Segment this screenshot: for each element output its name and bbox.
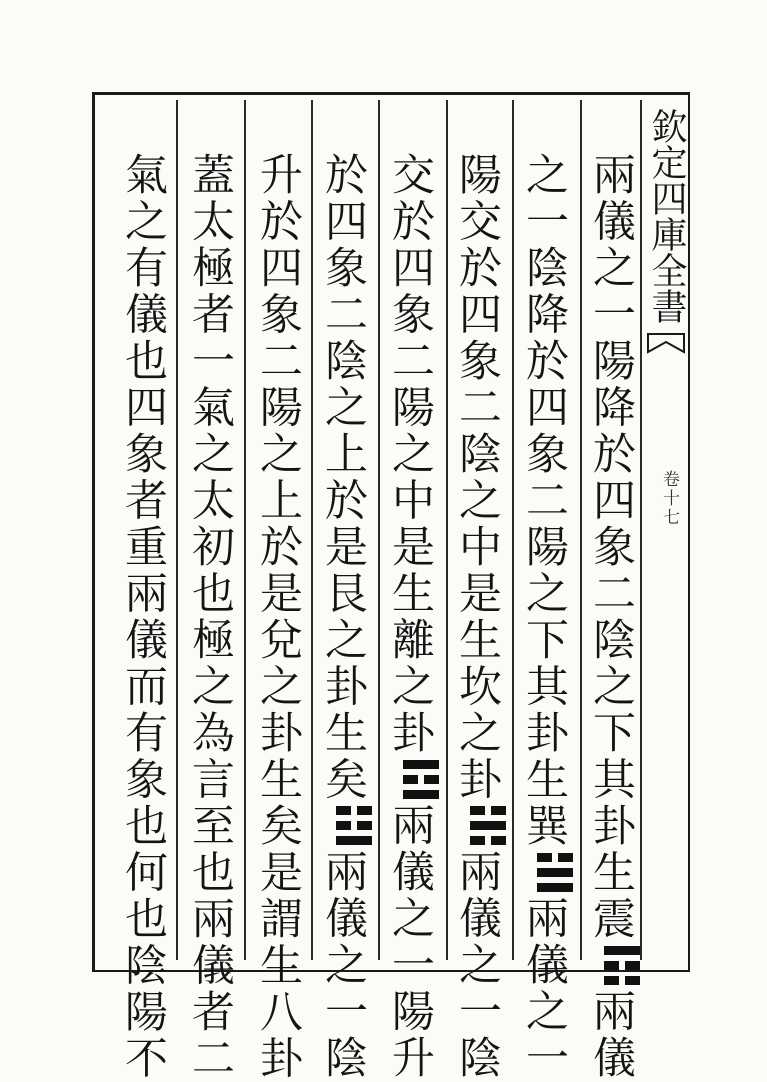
column-text: 兩儀之一陽升 xyxy=(385,802,435,1082)
column-text: 兩儀 xyxy=(586,988,636,1082)
trigram-glyph xyxy=(533,850,577,896)
trigram-glyph xyxy=(399,757,443,803)
margin-title: 欽定四庫全書 xyxy=(646,108,687,324)
li-trigram-icon xyxy=(399,757,443,803)
text-column xyxy=(515,152,577,1082)
text-column xyxy=(112,152,174,1082)
column-text: 兩儀之一陽降於四象二陰之下其卦生震 xyxy=(586,152,636,943)
column-text: 兩儀之一陰 xyxy=(452,849,502,1082)
column-text: 交於四象二陽之中是生離之卦 xyxy=(385,152,435,757)
text-column xyxy=(179,152,241,1082)
trigram-glyph xyxy=(466,803,510,849)
fishtail-mark xyxy=(646,330,686,356)
zhen-trigram-icon xyxy=(600,943,644,989)
margin-volume: 卷十七 xyxy=(659,470,679,527)
trigram-glyph xyxy=(600,943,644,989)
trigram-glyph xyxy=(332,803,376,849)
column-text: 氣之有儀也四象者重兩儀而有象也何也陰陽不 xyxy=(118,152,168,1082)
text-column xyxy=(247,152,309,1082)
text-column xyxy=(314,152,376,1082)
xun-trigram-icon xyxy=(533,850,577,896)
column-text: 之一陰降於四象二陽之下其卦生巽 xyxy=(519,152,569,850)
column-rule xyxy=(176,100,178,960)
column-text: 於四象二陰之上於是艮之卦生矣 xyxy=(318,152,368,803)
column-rule xyxy=(244,100,246,960)
gen-trigram-icon xyxy=(332,803,376,849)
column-text: 陽交於四象二陰之中是生坎之卦 xyxy=(452,152,502,803)
column-text: 升於四象二陽之上於是兌之卦生矣是謂生八卦 xyxy=(253,152,303,1082)
column-text: 兩儀之一 xyxy=(519,895,569,1082)
text-column xyxy=(448,152,510,1082)
column-text: 兩儀之一陰 xyxy=(318,849,368,1082)
text-column xyxy=(381,152,443,1082)
kan-trigram-icon xyxy=(466,803,510,849)
text-column xyxy=(582,152,644,1082)
column-text: 蓋太極者一氣之太初也極之為言至也兩儀者二 xyxy=(185,152,235,1082)
